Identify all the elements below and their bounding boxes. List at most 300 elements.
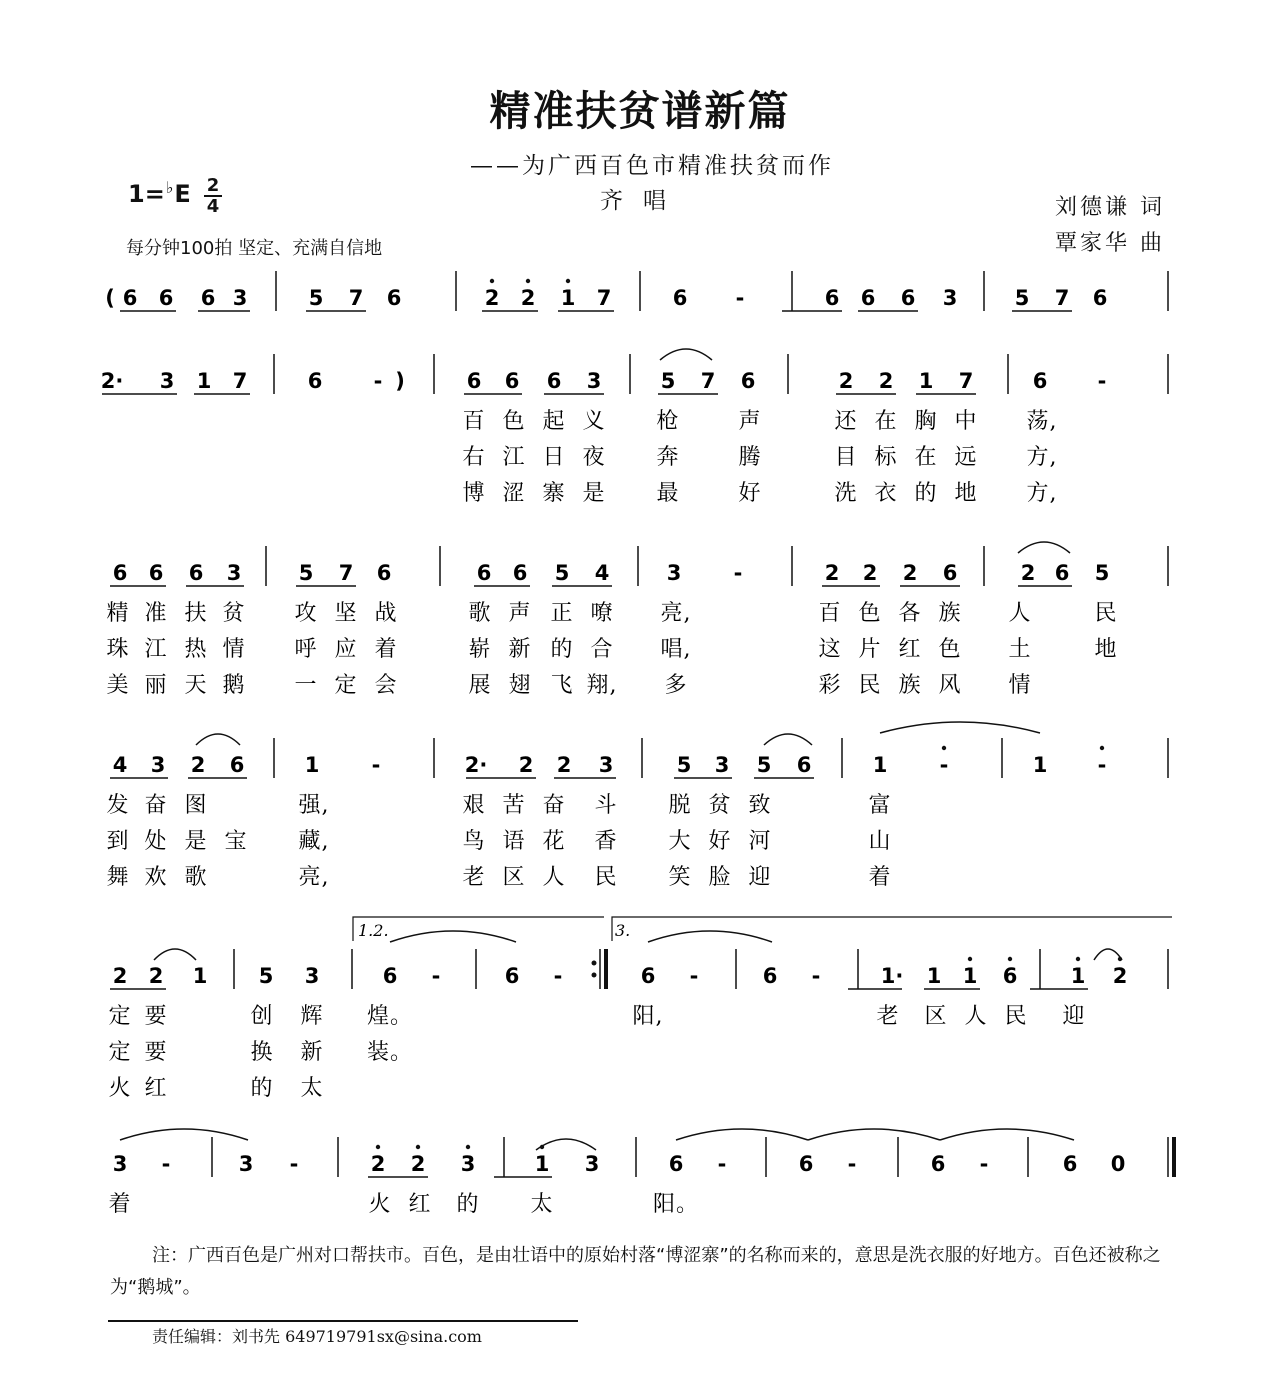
lyric-syllable: 会 [374,673,398,698]
lyric-syllable: 丽 [144,673,168,698]
octave-dot [416,1145,420,1149]
score-note: 6 [376,561,392,585]
lyric-syllable: 天 [184,673,208,698]
slur [390,931,516,942]
lyric-syllable: 鸟 [462,829,486,854]
lyric-syllable: 艰 [462,793,486,818]
lyric-syllable: 区 [924,1004,948,1029]
lyric-syllable: 腾 [738,445,762,470]
score-note: 6 [546,369,562,393]
score-note: - [939,753,949,777]
lyric-syllable: 精 [106,601,130,626]
editor-credit: 责任编辑：刘书先 649719791sx@sina.com [152,1327,482,1346]
lyric-syllable: 装。 [366,1040,414,1065]
lyric-syllable: 苦 [502,793,526,818]
lyric-syllable: 的 [914,481,938,506]
score-note: - [161,1152,171,1176]
lyric-syllable: 煌。 [366,1004,414,1029]
score-note: - [373,369,383,393]
lyric-syllable: 各 [898,601,922,626]
lyric-syllable: 的 [456,1192,480,1217]
lyric-syllable: 江 [144,637,168,662]
score-note: 3 [714,753,730,777]
score-note: 2 [902,561,918,585]
lyric-syllable: 新 [300,1040,324,1065]
lyric-syllable: 合 [590,637,614,662]
score-note: 6 [1062,1152,1078,1176]
lyric-syllable: 笑 [668,865,692,890]
lyric-syllable: 色 [502,409,526,434]
score-note: 1 [192,964,208,988]
score-note: 7 [338,561,354,585]
lyric-syllable: 着 [108,1192,132,1217]
score-note: 6 [668,1152,684,1176]
slur [940,1129,1074,1140]
score-note: 3 [598,753,614,777]
lyric-syllable: 新 [508,637,532,662]
octave-dot [1076,957,1080,961]
lyric-syllable: 百 [818,601,842,626]
score-note: 7 [958,369,974,393]
lyric-syllable: 唱, [660,637,692,662]
lyric-syllable: 藏, [298,829,330,854]
score-note: 3 [942,286,958,310]
score-note: 2 [148,964,164,988]
lyric-syllable: 色 [858,601,882,626]
lyric-syllable: 创 [250,1004,274,1029]
lyric-syllable: 飞 [550,673,574,698]
score-note: 2 [1020,561,1036,585]
score-note: - [689,964,699,988]
lyric-syllable: 人 [1008,601,1032,626]
volta-bracket [612,917,1172,941]
lyric-syllable: 涩 [502,481,526,506]
lyric-syllable: 最 [656,481,680,506]
lyric-syllable: 准 [144,601,168,626]
slur [536,1139,596,1150]
slur [648,931,772,942]
score-note: 4 [594,561,610,585]
lyric-syllable: 江 [502,445,526,470]
lyric-syllable: 斗 [594,793,618,818]
key-note: E [174,180,191,208]
score-note: 2 [190,753,206,777]
lyric-syllable: 到 [106,829,130,854]
lyric-syllable: 河 [748,829,772,854]
song-subtitle: ——为广西百色市精准扶贫而作 [470,153,834,179]
lyric-syllable: 方, [1026,445,1058,470]
volta-label: 1.2. [358,921,389,940]
lyric-syllable: 红 [898,637,922,662]
score-note: 1 [196,369,212,393]
lyric-syllable: 热 [184,637,208,662]
lyric-syllable: 强, [298,793,330,818]
score-note: 7 [596,286,612,310]
slur [808,1129,940,1140]
lyric-syllable: 贫 [222,601,246,626]
lyric-syllable: 民 [858,673,882,698]
lyric-syllable: 珠 [106,637,130,662]
score-note: 2 [520,286,536,310]
score-note: 2 [878,369,894,393]
lyric-syllable: 好 [738,481,762,506]
lyric-syllable: 彩 [818,673,842,698]
lyric-syllable: 红 [144,1076,168,1101]
score-note: 6 [860,286,876,310]
footnote: 注：广西百色是广州对口帮扶市。百色，是由壮语中的原始村落“博涩寨”的名称而来的，意思是洗衣服的好地方。百色还被称之为“鹅城”。 [110,1245,1161,1298]
lyric-syllable: 着 [868,865,892,890]
lyric-syllable: 要 [144,1040,168,1065]
volta-label: 3. [615,921,631,940]
score-note: 3 [159,369,175,393]
score-note: 3 [460,1152,476,1176]
lyric-syllable: 定 [108,1004,132,1029]
lyric-syllable: 民 [1094,601,1118,626]
score-note: 6 [307,369,323,393]
score-note: 6 [188,561,204,585]
lyric-syllable: 片 [858,637,882,662]
score-note: 2 [1112,964,1128,988]
score-note: 6 [229,753,245,777]
score-note: 6 [796,753,812,777]
octave-dot [466,1145,470,1149]
score-note: 6 [942,561,958,585]
score-note: 6 [740,369,756,393]
lyric-syllable: 鹅 [222,673,246,698]
score-note: 6 [640,964,656,988]
lyric-syllable: 嘹 [590,601,614,626]
score-note: 1· [880,964,904,988]
lyric-syllable: 迎 [1062,1004,1086,1029]
lyric-syllable: 战 [374,601,398,626]
score-note: 6 [1054,561,1070,585]
lyric-syllable: 是 [582,481,606,506]
score-note: 3 [150,753,166,777]
lyric-syllable: 应 [334,637,358,662]
octave-dot [490,279,494,283]
score-note: 6 [512,561,528,585]
lyric-syllable: 老 [876,1004,900,1029]
key-prefix: 1= [128,180,165,208]
score-note: 7 [700,369,716,393]
lyric-syllable: 标 [874,445,898,470]
lyric-syllable: 夜 [582,445,606,470]
score-note: 1 [560,286,576,310]
score-note: - [553,964,563,988]
lyric-syllable: 崭 [468,637,492,662]
score-note: - [289,1152,299,1176]
lyric-syllable: 正 [550,601,574,626]
lyric-syllable: 情 [222,637,246,662]
score-note: 6 [148,561,164,585]
slur [1018,542,1070,553]
slur [660,349,712,360]
score-note: 6 [112,561,128,585]
lyric-syllable: 迎 [748,865,772,890]
score-note: 6 [762,964,778,988]
lyric-syllable: 情 [1008,673,1032,698]
lyric-syllable: 是 [184,829,208,854]
lyric-syllable: 的 [250,1076,274,1101]
lyric-syllable: 美 [106,673,130,698]
score-note: 6 [504,964,520,988]
slur [880,722,1040,733]
lyric-syllable: 太 [530,1192,554,1217]
lyric-syllable: 区 [502,865,526,890]
score-note: 7 [1054,286,1070,310]
score-note: 6 [476,561,492,585]
score-note: 6 [930,1152,946,1176]
score-note: 6 [798,1152,814,1176]
lyric-syllable: 起 [542,409,566,434]
slur [196,734,240,745]
lyric-syllable: 奔 [656,445,680,470]
octave-dot [968,957,972,961]
tempo-marking: 每分钟100拍 坚定、充满自信地 [126,238,383,259]
score-note: 1 [926,964,942,988]
lyric-syllable: 着 [374,637,398,662]
score-note: 1 [918,369,934,393]
lyric-syllable: 红 [408,1192,432,1217]
score-note: 5 [554,561,570,585]
footer-divider [108,1320,578,1322]
lyric-syllable: 日 [542,445,566,470]
lyric-syllable: 荡, [1026,409,1058,434]
score-note: 6 [200,286,216,310]
lyric-syllable: 一 [294,673,318,698]
time-denominator: 4 [206,196,220,217]
score-note: 1 [1032,753,1048,777]
lyric-syllable: 民 [1004,1004,1028,1029]
lyric-syllable: 方, [1026,481,1058,506]
lyric-syllable: 在 [914,445,938,470]
flat-sign: ♭ [165,178,174,197]
score-note: 2 [484,286,500,310]
lyric-syllable: 歌 [468,601,492,626]
lyric-syllable: 舞 [106,865,130,890]
score-note: - [733,561,743,585]
score-note: 0 [1110,1152,1126,1176]
score-note: 1 [534,1152,550,1176]
score-note: 6 [382,964,398,988]
lyric-syllable: 处 [144,829,168,854]
score-note: 5 [660,369,676,393]
slur [154,949,196,960]
lyric-syllable: 大 [668,829,692,854]
lyric-syllable: 右 [462,445,486,470]
lyric-syllable: 地 [1094,637,1118,662]
lyric-syllable: 目 [834,445,858,470]
score-note: ( [105,286,115,310]
lyric-syllable: 奋 [144,793,168,818]
repeat-dot [592,973,597,978]
score-note: 3 [112,1152,128,1176]
lyric-syllable: 坚 [334,601,358,626]
score-note: - [431,964,441,988]
octave-dot [942,746,946,750]
lyric-syllable: 声 [508,601,532,626]
lyric-syllable: 阳, [632,1004,664,1029]
lyric-syllable: 花 [542,829,566,854]
score-note: 6 [824,286,840,310]
score-note: - [735,286,745,310]
score-note: 5 [258,964,274,988]
lyric-syllable: 义 [582,409,606,434]
lyric-syllable: 翔, [586,673,618,698]
lyric-syllable: 换 [250,1040,274,1065]
score-note: 1 [872,753,888,777]
lyric-syllable: 洗 [834,481,858,506]
score-note: - [979,1152,989,1176]
score-note: - [1097,753,1107,777]
score-note: 1 [304,753,320,777]
score-note: 5 [1094,561,1110,585]
lyric-syllable: 色 [938,637,962,662]
lyric-syllable: 人 [964,1004,988,1029]
score-note: - [371,753,381,777]
lyric-syllable: 定 [334,673,358,698]
score-note: 5 [298,561,314,585]
score-note: 6 [672,286,688,310]
score-note: 3 [238,1152,254,1176]
score-note: 6 [158,286,174,310]
lyric-syllable: 山 [868,829,892,854]
lyric-syllable: 太 [300,1076,324,1101]
lyric-syllable: 歌 [184,865,208,890]
lyric-syllable: 民 [594,865,618,890]
lyric-syllable: 翅 [508,673,532,698]
score-note: 3 [586,369,602,393]
lyric-syllable: 富 [868,793,892,818]
lyric-syllable: 远 [954,445,978,470]
slur [676,1129,808,1140]
score-note: 6 [1002,964,1018,988]
lyric-syllable: 呼 [294,637,318,662]
score-note: 5 [676,753,692,777]
lyric-syllable: 攻 [294,601,318,626]
lyric-syllable: 宝 [224,829,248,854]
lyric-syllable: 风 [938,673,962,698]
score-note: ) [395,369,405,393]
score-note: 7 [348,286,364,310]
lyric-syllable: 扶 [184,601,208,626]
score-note: - [717,1152,727,1176]
lyric-syllable: 族 [938,601,962,626]
lyric-syllable: 胸 [914,409,938,434]
score-note: 6 [1092,286,1108,310]
score-note: 6 [466,369,482,393]
lyric-syllable: 致 [748,793,772,818]
score-note: - [811,964,821,988]
lyric-syllable: 阳。 [652,1192,700,1217]
lyric-syllable: 要 [144,1004,168,1029]
score-note: 3 [666,561,682,585]
lyric-syllable: 图 [184,793,208,818]
score-note: 5 [308,286,324,310]
lyric-syllable: 这 [818,637,842,662]
score-note: 2 [518,753,534,777]
time-numerator: 2 [206,175,220,196]
slur [764,734,812,745]
score-note: 3 [584,1152,600,1176]
lyric-syllable: 人 [542,865,566,890]
lyric-syllable: 亮, [298,865,330,890]
lyric-syllable: 亮, [660,601,692,626]
lyricist-credit: 刘德谦 词 [1055,195,1165,220]
lyric-syllable: 火 [108,1076,132,1101]
lyric-syllable: 辉 [300,1004,324,1029]
lyric-syllable: 族 [898,673,922,698]
score-note: 1 [1070,964,1086,988]
slur [1094,949,1122,960]
lyric-syllable: 好 [708,829,732,854]
lyric-syllable: 欢 [144,865,168,890]
score-note: 4 [112,753,128,777]
score-note: 3 [304,964,320,988]
lyric-syllable: 在 [874,409,898,434]
score-note: 2 [838,369,854,393]
score-note: 6 [386,286,402,310]
lyric-syllable: 火 [368,1192,392,1217]
lyric-syllable: 贫 [708,793,732,818]
lyric-syllable: 香 [594,829,618,854]
score-note: 6 [122,286,138,310]
composer-credit: 覃家华 曲 [1055,231,1165,256]
score-note: 2· [100,369,124,393]
octave-dot [566,279,570,283]
score-note: 2 [410,1152,426,1176]
lyric-syllable: 奋 [542,793,566,818]
lyric-syllable: 的 [550,637,574,662]
lyric-syllable: 还 [834,409,858,434]
lyric-syllable: 衣 [874,481,898,506]
score-note: 6 [1032,369,1048,393]
score-note: - [847,1152,857,1176]
score-note: 3 [232,286,248,310]
lyric-syllable: 多 [664,673,688,698]
song-title: 精准扶贫谱新篇 [489,87,791,135]
slur [120,1129,248,1140]
lyric-syllable: 土 [1008,637,1032,662]
score-note: 6 [900,286,916,310]
score-note: 2· [464,753,488,777]
score-note: 2 [824,561,840,585]
lyric-syllable: 声 [738,409,762,434]
lyric-syllable: 中 [954,409,978,434]
lyric-syllable: 老 [462,865,486,890]
lyric-syllable: 寨 [542,481,566,506]
score-note: 2 [556,753,572,777]
lyric-syllable: 百 [462,409,486,434]
lyric-syllable: 发 [106,793,130,818]
lyric-syllable: 博 [462,481,486,506]
repeat-dot [592,961,597,966]
score-note: 2 [862,561,878,585]
score-note: 7 [232,369,248,393]
score-note: 3 [226,561,242,585]
score-note: - [1097,369,1107,393]
volta-bracket [353,917,604,941]
octave-dot [526,279,530,283]
lyric-syllable: 语 [502,829,526,854]
octave-dot [1100,746,1104,750]
score-note: 2 [112,964,128,988]
score-note: 5 [1014,286,1030,310]
lyric-syllable: 地 [954,481,978,506]
score-note: 2 [370,1152,386,1176]
lyric-syllable: 展 [468,673,492,698]
lyric-syllable: 脸 [708,865,732,890]
